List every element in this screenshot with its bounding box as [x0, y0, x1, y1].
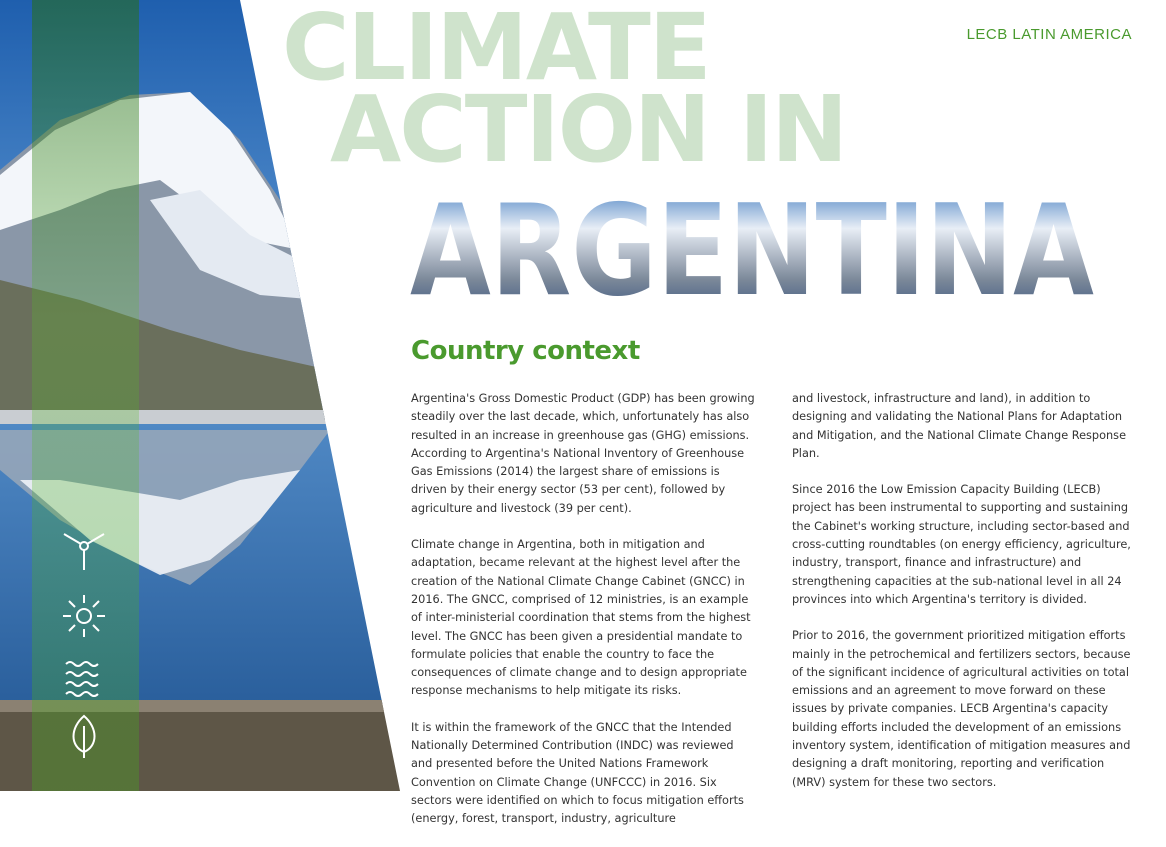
water-waves-icon [60, 654, 108, 702]
title-country-text: ARGENTINA [410, 177, 1094, 324]
leaf-icon [60, 712, 108, 760]
paragraph: Since 2016 the Low Emission Capacity Building (LECB) project has been instrumental to supporting and sustaining the Cabinet's working structure, including sector-based and cross-cutting roundtables (on energy efficiency, agriculture, industry, transport, finance and infrastructure) and strengthening capacities at the sub-national level in all 24 provinces into which Argentina's territory is divided. [792, 483, 1131, 606]
paragraph: and livestock, infrastructure and land), in addition to designing and validating the National Plans for Adaptation and Mitigation, and the National Climate Change Response Plan. [792, 392, 1127, 460]
text-column-left [411, 390, 756, 847]
paragraph: It is within the framework of the GNCC that the Intended Nationally Determined Contribution (INDC) was reviewed and presented before the United Nations Framework Convention on Climate Change (UNFCCC) in 2016. Six sectors were identified on which to focus mitigation efforts (energy, forest, transport, industry, agriculture [411, 720, 744, 826]
text-column-right [792, 390, 1137, 810]
paragraph: Prior to 2016, the government prioritized mitigation efforts mainly in the petrochemical and fertilizers sectors, because of the significant incidence of agricultural activities on total emissions and an agreement to move forward on these issues by private companies. LECB Argentina's capacity building efforts included the development of an emissions inventory system, identification of mitigation measures and designing a draft monitoring, reporting and verification (MRV) system for these two sectors. [792, 629, 1131, 789]
sun-icon [60, 592, 108, 640]
paragraph: Climate change in Argentina, both in mitigation and adaptation, became relevant at the highest level after the creation of the National Climate Change Cabinet (GNCC) in 2016. The GNCC, comprised of 12 ministries, is an example of inter-ministerial coordination that stems from the highest level. The GNCC has been given a presidential mandate to formulate policies that enable the country to face the consequences of climate change and to design appropriate response mechanisms to help mitigate its risks. [411, 538, 751, 698]
wind-turbine-icon [60, 526, 108, 574]
title-line-2: ACTION IN [330, 76, 847, 183]
title-line-1: CLIMATE [282, 0, 710, 101]
title-country [410, 177, 1100, 324]
program-label: LECB LATIN AMERICA [966, 26, 1132, 43]
section-heading: Country context [411, 336, 640, 366]
paragraph: Argentina's Gross Domestic Product (GDP) has been growing steadily over the last decade, which, unfortunately has also resulted in an increase in greenhouse gas (GHG) emissions. According to Argentina's National Inventory of Greenhouse Gas Emissions (2014) the largest share of emissions is driven by their energy sector (53 per cent), followed by agriculture and livestock (39 per cent). [411, 392, 755, 515]
